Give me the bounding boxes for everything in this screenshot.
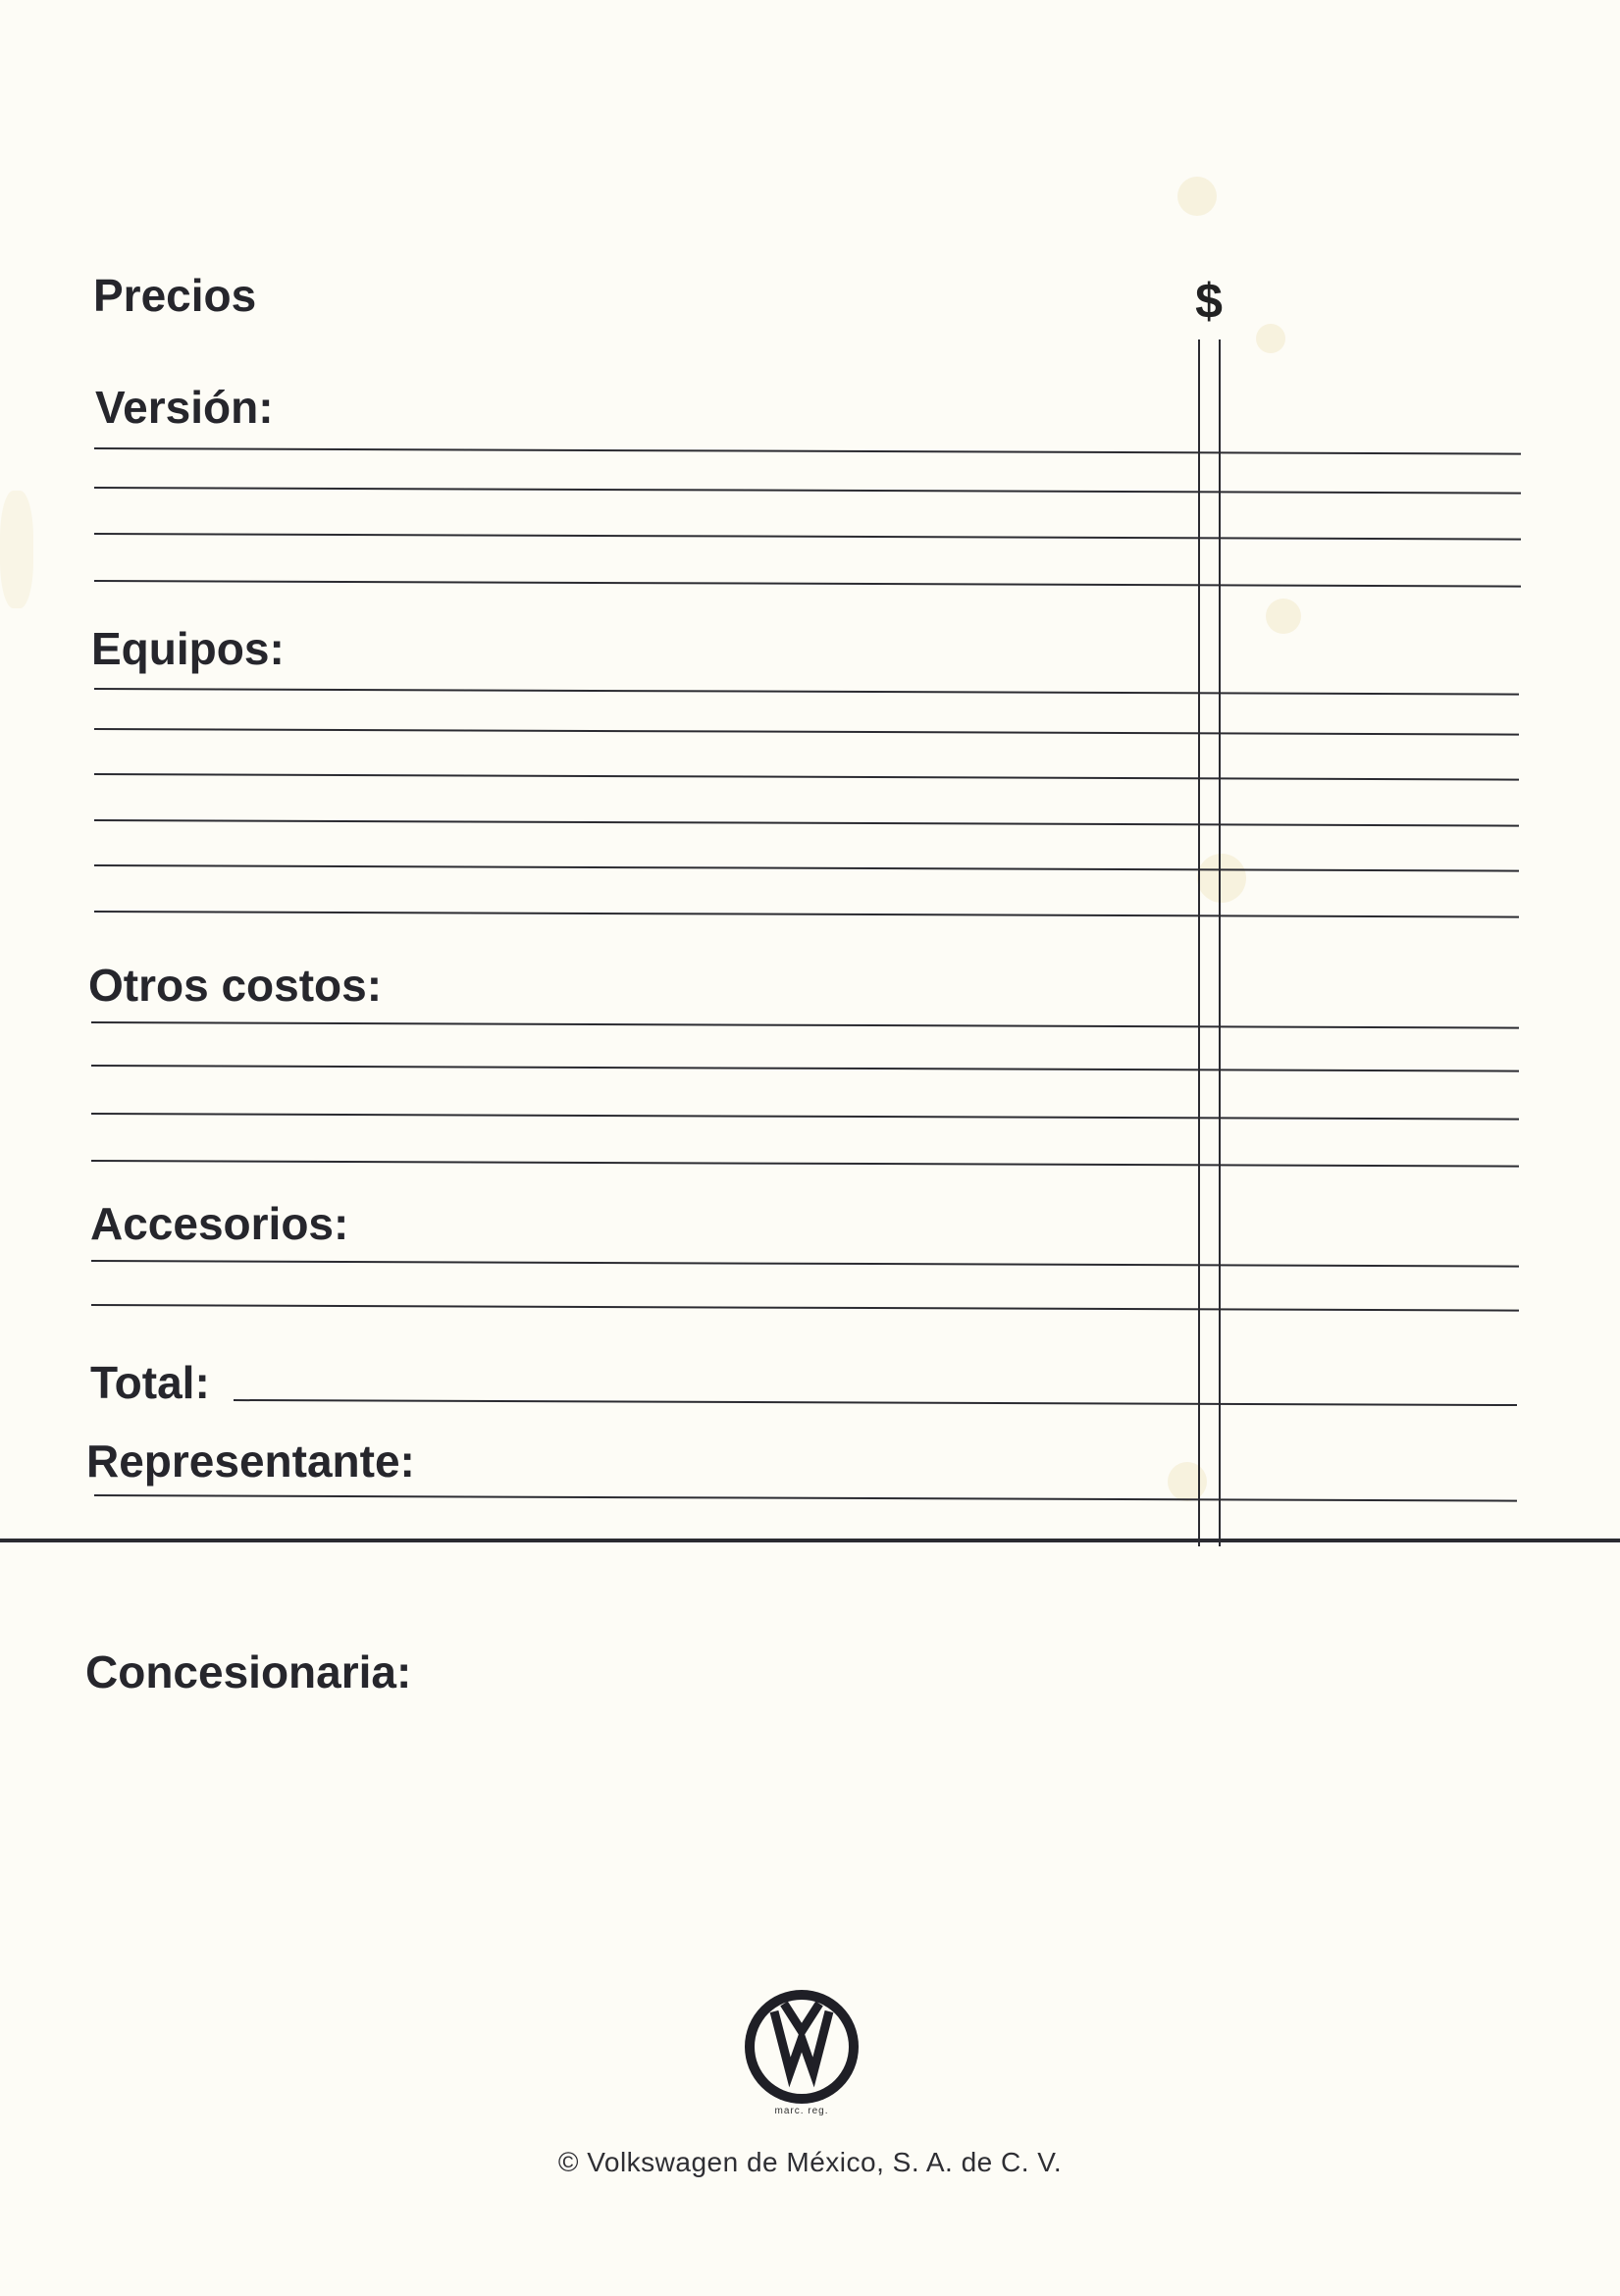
equipos-line[interactable] (94, 911, 1519, 918)
version-label: Versión: (95, 382, 274, 433)
equipos-label: Equipos: (91, 623, 285, 674)
otros-costos-line[interactable] (91, 1113, 1519, 1121)
equipos-line[interactable] (94, 819, 1519, 827)
price-column-line-right (1219, 339, 1221, 1546)
otros-costos-line[interactable] (91, 1021, 1519, 1029)
equipos-line[interactable] (94, 864, 1519, 872)
equipos-line[interactable] (94, 773, 1519, 781)
price-column-line-left (1198, 339, 1200, 1546)
equipos-line[interactable] (94, 728, 1519, 736)
accesorios-line[interactable] (91, 1260, 1519, 1268)
accesorios-line[interactable] (91, 1304, 1519, 1312)
form-title: Precios (93, 270, 257, 321)
section-divider (0, 1539, 1620, 1542)
equipos-line[interactable] (94, 688, 1519, 696)
version-line[interactable] (94, 447, 1521, 455)
representante-label: Representante: (86, 1435, 415, 1487)
version-line[interactable] (94, 580, 1521, 588)
version-line[interactable] (94, 487, 1521, 495)
total-line[interactable] (234, 1399, 1517, 1406)
concesionaria-label: Concesionaria: (85, 1646, 412, 1697)
registered-mark: marc. reg. (774, 2106, 829, 2116)
vw-logo-icon (743, 1988, 861, 2106)
total-label: Total: (90, 1357, 210, 1408)
otros-costos-label: Otros costos: (88, 960, 383, 1011)
accesorios-label: Accesorios: (90, 1198, 349, 1249)
copyright-text: © Volkswagen de México, S. A. de C. V. (557, 2147, 1063, 2177)
currency-symbol: $ (1195, 274, 1223, 329)
otros-costos-line[interactable] (91, 1065, 1519, 1072)
otros-costos-line[interactable] (91, 1160, 1519, 1168)
representante-line[interactable] (94, 1494, 1517, 1502)
version-line[interactable] (94, 533, 1521, 541)
